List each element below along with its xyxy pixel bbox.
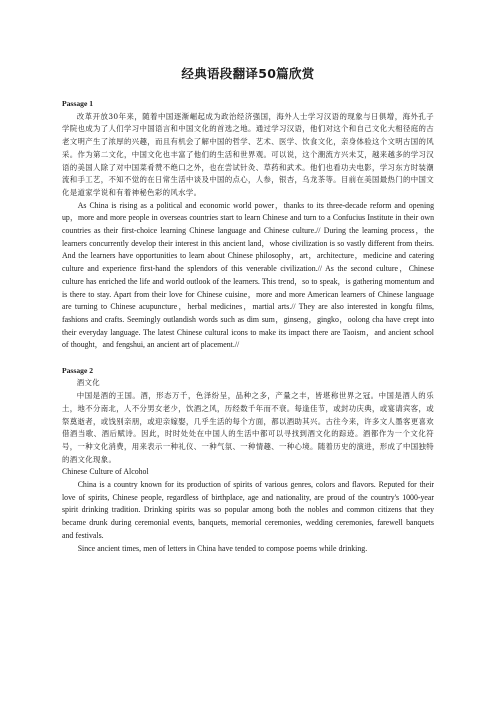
passage-1-english-text: As China is rising as a political and economic world power，thanks to its three-decade reform and opening up，more and more people in overseas countries start to learn Chinese and turn to a Confucius Institute in their own countries as their first-choice learning Chinese language and Chinese culture.// During the learning process，the learners concurrently develop their interest in this ancient land，whose civilization is so vastly different from theirs. And the learners have opportunities to learn about Chinese philosophy，art，architecture，medicine and catering culture and experience first-hand the splendors of this venerable civilization.// As the second culture，Chinese culture has enriched the life and world outlook of the learners. This trend，so to speak，is gathering momentum and is there to stay. Apart from their love for Chinese cuisine，more and more American learners of Chinese language are turning to Chinese acupuncture，herbal medicines，martial arts.// They are also interested in kongfu films, fashions and crafts. Seemingly outlandish words such as dim sum，ginseng，gingko，oolong cha have crept into their everyday language. The latest Chinese cultural icons to make its impact there are Taoism，and ancient school of thought，and fengshui, an ancient art of placement.// (62, 200, 434, 350)
passage-1-chinese-text: 改革开放30年来，随着中国逐渐崛起成为政治经济强国，海外人士学习汉语的现象与日俱增，海外孔子学院也成为了人们学习中国语言和中国文化的首选之地。通过学习汉语，他们对这个和自己文化大相径庭的古老文明产生了浓厚的兴趣，而且有机会了解中国的哲学、艺术、医学、饮食文化，亲身体验这个文明古国的风采。作为第二文化，中国文化也丰富了他们的生活和世界观。可以说，这个潮流方兴未艾，越来越多的学习汉语的美国人除了对中国菜肴赞不绝口之外，也在尝试针灸、草药和武术。他们也看功夫电影，学习东方时装潮流和手工艺，不知不觉的在日常生活中谈及中国的点心，人参，银杏，乌龙茶等。目前在美国最热门的中国文化是道家学说和有着神秘色彩的风水学。 (62, 111, 434, 197)
passage-1-label: Passage 1 (62, 99, 94, 108)
passage-2-label: Passage 2 (62, 365, 94, 375)
document-body (62, 98, 434, 555)
paragraph-gap (62, 352, 434, 365)
document-title: 经典语段翻译50篇欣赏 (181, 66, 315, 81)
passage-2-english-text-continued: Since ancient times, men of letters in China have tended to compose poems while drinking. (77, 543, 368, 553)
passage-2-chinese-subtitle: 酒文化 (76, 378, 101, 388)
passage-2-english-text: China is a country known for its production of spirits of various genres, colors and flavors. Reputed for their love of spirits, Chinese people, regardless of birthplace, age and nationality, are proud of the country's 1000-year spirit drinking tradition. Drinking spirits was so popular among both the nobles and common citizens that they became drunk during ceremonial events, banquets, memorial ceremonies, wedding ceremonies, farewell banquets and festivals. (62, 480, 434, 540)
passage-2-english-subtitle: Chinese Culture of Alcohol (62, 467, 149, 477)
passage-2-chinese-text: 中国是酒的王国。酒，形态万千，色泽纷呈，品种之多，产量之丰，皆堪称世界之冠。中国是酒人的乐土，地不分南北，人不分男女老少，饮酒之风，历经数千年而不衰。每逢佳节，或封功庆典，或宴请宾客，或祭奠逝者，或饯别亲朋，或迎亲嫁娶，几乎生活的每个方面，都以酒助其兴。古往今来，许多文人墨客更喜欢借酒当歌、酒后赋诗。因此，时时处处在中国人的生活中都可以寻找到酒文化的踪迹。酒都作为一个文化符号，一种文化消费，用来表示一种礼仪、一种气氛、一种情趣、一种心境。随着历史的演进，形成了中国独特的酒文化现象。 (62, 391, 434, 464)
